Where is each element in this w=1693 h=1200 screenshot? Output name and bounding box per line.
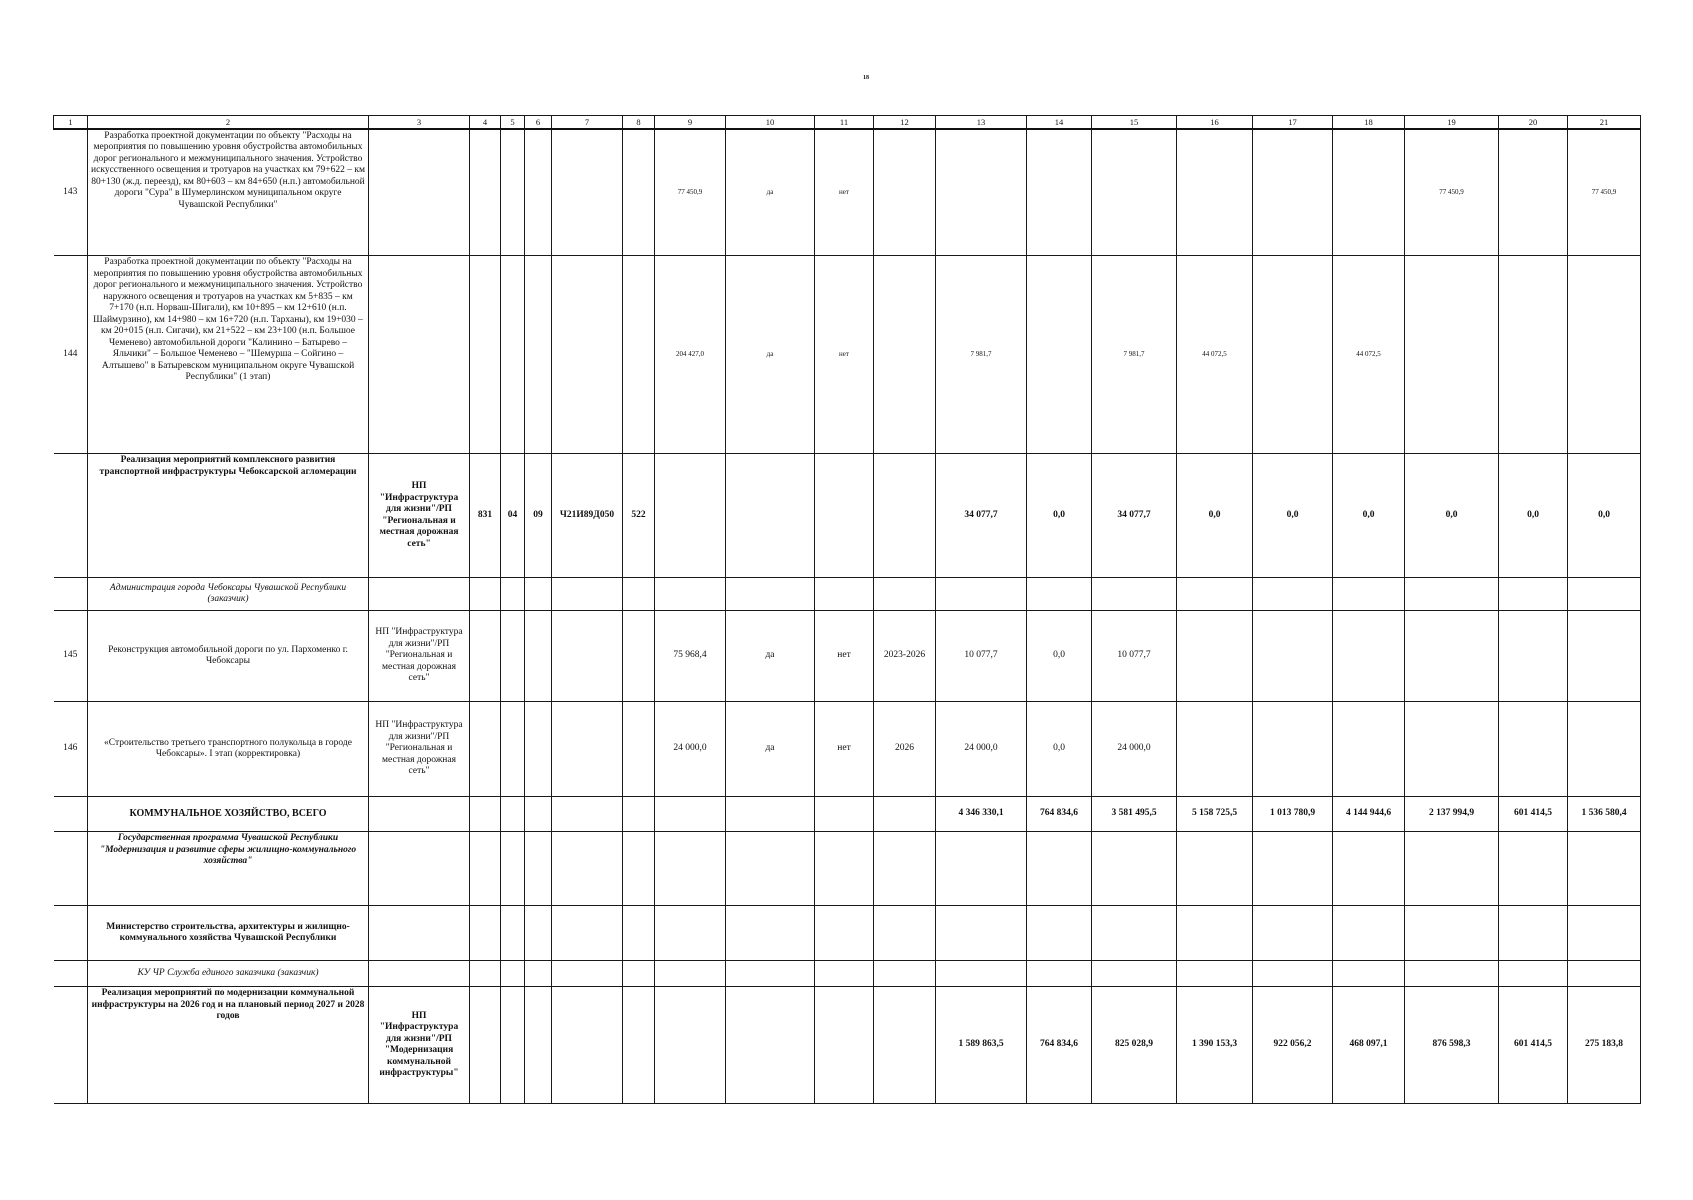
value-cell xyxy=(1253,256,1333,454)
table-row xyxy=(54,832,1641,906)
table-row xyxy=(54,702,1641,797)
project-cell xyxy=(369,906,470,961)
value-cell: 1 589 863,5 xyxy=(936,987,1027,1104)
value-cell xyxy=(726,906,815,961)
code-cell xyxy=(623,906,655,961)
value-cell xyxy=(1177,832,1253,906)
value-cell xyxy=(655,987,726,1104)
value-cell: 601 414,5 xyxy=(1499,797,1568,832)
value-cell: 0,0 xyxy=(1333,454,1405,578)
value-cell xyxy=(874,454,936,578)
column-header: 16 xyxy=(1177,116,1253,129)
column-header: 17 xyxy=(1253,116,1333,129)
project-cell xyxy=(369,961,470,987)
value-cell: 1 013 780,9 xyxy=(1253,797,1333,832)
value-cell xyxy=(874,256,936,454)
table-row xyxy=(54,797,1641,832)
code-cell xyxy=(552,987,623,1104)
value-cell: нет xyxy=(815,256,874,454)
project-cell: НП "Инфраструктура для жизни"/РП "Региональная и местная дорожная сеть" xyxy=(369,611,470,702)
value-cell xyxy=(815,987,874,1104)
value-cell: 4 144 944,6 xyxy=(1333,797,1405,832)
value-cell xyxy=(726,454,815,578)
table-row xyxy=(54,129,1641,256)
value-cell: 825 028,9 xyxy=(1092,987,1177,1104)
value-cell xyxy=(874,129,936,256)
value-cell xyxy=(1568,578,1641,611)
code-cell: 04 xyxy=(501,454,525,578)
value-cell xyxy=(1092,906,1177,961)
value-cell: 1 536 580,4 xyxy=(1568,797,1641,832)
value-cell: 204 427,0 xyxy=(655,256,726,454)
value-cell xyxy=(936,129,1027,256)
row-number-cell xyxy=(54,987,88,1104)
project-cell xyxy=(369,256,470,454)
value-cell: нет xyxy=(815,702,874,797)
value-cell xyxy=(874,961,936,987)
description-cell: Реализация мероприятий комплексного развития транспортной инфраструктуры Чебоксарской агломерации xyxy=(88,454,369,578)
description-cell: КОММУНАЛЬНОЕ ХОЗЯЙСТВО, ВСЕГО xyxy=(88,797,369,832)
code-cell xyxy=(501,611,525,702)
value-cell: 75 968,4 xyxy=(655,611,726,702)
value-cell xyxy=(936,906,1027,961)
code-cell xyxy=(623,702,655,797)
code-cell xyxy=(501,129,525,256)
code-cell xyxy=(525,906,552,961)
code-cell xyxy=(623,961,655,987)
value-cell: 1 390 153,3 xyxy=(1177,987,1253,1104)
column-header: 14 xyxy=(1027,116,1092,129)
value-cell xyxy=(874,906,936,961)
value-cell: 0,0 xyxy=(1568,454,1641,578)
code-cell xyxy=(525,611,552,702)
code-cell xyxy=(623,832,655,906)
value-cell xyxy=(1177,961,1253,987)
value-cell xyxy=(1253,702,1333,797)
description-cell: Министерство строительства, архитектуры и жилищно-коммунального хозяйства Чувашской Республики xyxy=(88,906,369,961)
project-cell xyxy=(369,578,470,611)
code-cell xyxy=(552,578,623,611)
value-cell: 44 072,5 xyxy=(1333,256,1405,454)
code-cell xyxy=(525,578,552,611)
code-cell xyxy=(525,832,552,906)
description-cell: «Строительство третьего транспортного полукольца в городе Чебоксары». I этап (корректировка) xyxy=(88,702,369,797)
column-header: 15 xyxy=(1092,116,1177,129)
code-cell xyxy=(470,702,501,797)
value-cell xyxy=(815,961,874,987)
value-cell xyxy=(655,797,726,832)
value-cell xyxy=(1177,906,1253,961)
value-cell xyxy=(726,832,815,906)
code-cell xyxy=(623,611,655,702)
value-cell xyxy=(726,797,815,832)
row-number-cell xyxy=(54,832,88,906)
code-cell xyxy=(470,129,501,256)
value-cell xyxy=(936,578,1027,611)
value-cell xyxy=(1253,611,1333,702)
value-cell: да xyxy=(726,129,815,256)
value-cell: 922 056,2 xyxy=(1253,987,1333,1104)
project-cell: НП "Инфраструктура для жизни"/РП "Модернизация коммунальной инфраструктуры" xyxy=(369,987,470,1104)
project-cell xyxy=(369,832,470,906)
value-cell xyxy=(1568,256,1641,454)
column-header: 12 xyxy=(874,116,936,129)
code-cell xyxy=(470,906,501,961)
value-cell: 764 834,6 xyxy=(1027,797,1092,832)
table-row xyxy=(54,256,1641,454)
code-cell xyxy=(552,611,623,702)
value-cell xyxy=(655,961,726,987)
value-cell xyxy=(1333,702,1405,797)
code-cell xyxy=(552,832,623,906)
value-cell xyxy=(1499,906,1568,961)
value-cell xyxy=(655,454,726,578)
code-cell xyxy=(552,906,623,961)
code-cell xyxy=(501,832,525,906)
value-cell: 34 077,7 xyxy=(936,454,1027,578)
budget-table xyxy=(53,115,1641,1104)
value-cell xyxy=(815,797,874,832)
value-cell xyxy=(1253,129,1333,256)
value-cell xyxy=(1499,256,1568,454)
column-header: 11 xyxy=(815,116,874,129)
value-cell: нет xyxy=(815,129,874,256)
value-cell: да xyxy=(726,611,815,702)
column-header: 1 xyxy=(54,116,88,129)
code-cell xyxy=(501,906,525,961)
value-cell: 0,0 xyxy=(1027,454,1092,578)
code-cell xyxy=(470,987,501,1104)
value-cell: 601 414,5 xyxy=(1499,987,1568,1104)
value-cell: да xyxy=(726,702,815,797)
value-cell: 0,0 xyxy=(1177,454,1253,578)
page-number: 18 xyxy=(863,75,869,81)
code-cell xyxy=(525,702,552,797)
value-cell: 0,0 xyxy=(1027,611,1092,702)
value-cell: 7 981,7 xyxy=(936,256,1027,454)
value-cell: 77 450,9 xyxy=(1568,129,1641,256)
code-cell xyxy=(552,702,623,797)
row-number-cell: 143 xyxy=(54,129,88,256)
value-cell xyxy=(1405,578,1499,611)
column-header: 2 xyxy=(88,116,369,129)
column-header: 5 xyxy=(501,116,525,129)
value-cell xyxy=(1253,961,1333,987)
row-number-cell: 145 xyxy=(54,611,88,702)
code-cell xyxy=(552,129,623,256)
value-cell xyxy=(1092,832,1177,906)
value-cell xyxy=(1405,702,1499,797)
table-row xyxy=(54,961,1641,987)
description-cell: Реализация мероприятий по модернизации коммунальной инфраструктуры на 2026 год и на плановый период 2027 и 2028 годов xyxy=(88,987,369,1104)
row-number-cell xyxy=(54,797,88,832)
column-header: 10 xyxy=(726,116,815,129)
value-cell xyxy=(815,906,874,961)
column-header: 19 xyxy=(1405,116,1499,129)
value-cell xyxy=(726,578,815,611)
column-number-row xyxy=(54,116,1641,129)
project-cell xyxy=(369,129,470,256)
value-cell xyxy=(1253,906,1333,961)
value-cell: да xyxy=(726,256,815,454)
column-header: 7 xyxy=(552,116,623,129)
value-cell: 34 077,7 xyxy=(1092,454,1177,578)
row-number-cell: 146 xyxy=(54,702,88,797)
project-cell: НП "Инфраструктура для жизни"/РП "Региональная и местная дорожная сеть" xyxy=(369,702,470,797)
value-cell xyxy=(874,987,936,1104)
code-cell xyxy=(623,129,655,256)
description-cell: Разработка проектной документации по объекту "Расходы на мероприятия по повышению уровня обустройства автомобильных дорог регионального и межмуниципального значения. Устройство искусственного освещения и тротуаров на участках км 79+622 – км 80+130 (ж.д. переезд), км 80+603 – км 84+650 (н.п.) автомобильной дороги "Сура" в Шумерлинском муниципальном округе Чувашской Республики" xyxy=(88,129,369,256)
value-cell xyxy=(1568,961,1641,987)
code-cell: 831 xyxy=(470,454,501,578)
value-cell xyxy=(1405,906,1499,961)
description-cell: Администрация города Чебоксары Чувашской Республики (заказчик) xyxy=(88,578,369,611)
table-row xyxy=(54,578,1641,611)
value-cell xyxy=(1499,702,1568,797)
value-cell xyxy=(1092,578,1177,611)
code-cell xyxy=(623,578,655,611)
row-number-cell xyxy=(54,906,88,961)
value-cell: 10 077,7 xyxy=(936,611,1027,702)
code-cell xyxy=(623,797,655,832)
value-cell xyxy=(1092,129,1177,256)
value-cell xyxy=(815,578,874,611)
table-row xyxy=(54,454,1641,578)
code-cell xyxy=(623,987,655,1104)
value-cell: 24 000,0 xyxy=(1092,702,1177,797)
value-cell xyxy=(1027,256,1092,454)
value-cell: 24 000,0 xyxy=(936,702,1027,797)
value-cell xyxy=(655,906,726,961)
code-cell xyxy=(501,961,525,987)
value-cell: 44 072,5 xyxy=(1177,256,1253,454)
code-cell xyxy=(501,797,525,832)
value-cell xyxy=(1027,832,1092,906)
table-row xyxy=(54,611,1641,702)
row-number-cell xyxy=(54,961,88,987)
value-cell xyxy=(874,797,936,832)
description-cell: Разработка проектной документации по объекту "Расходы на мероприятия по повышению уровня обустройства автомобильных дорог регионального и межмуниципального значения. Устройство наружного освещения и тротуаров на участках км 5+835 – км 7+170 (н.п. Норваш-Шигали), км 10+895 – км 12+610 (н.п. Шаймурзино), км 14+980 – км 16+720 (н.п. Тарханы), км 19+030 – км 20+015 (н.п. Сигачи), км 21+522 – км 23+100 (н.п. Большое Чеменево) автомобильной дороги "Калинино – Батырево – Яльчики" – Большое Чеменево – "Шемурша – Сойгино – Алтышево" в Батыревском муниципальном округе Чувашской Республики" (1 этап) xyxy=(88,256,369,454)
description-cell: Государственная программа Чувашской Республики "Модернизация и развитие сферы жилищно-коммунального хозяйства" xyxy=(88,832,369,906)
code-cell: Ч21И89Д050 xyxy=(552,454,623,578)
value-cell: 2 137 994,9 xyxy=(1405,797,1499,832)
value-cell: 3 581 495,5 xyxy=(1092,797,1177,832)
code-cell xyxy=(470,256,501,454)
value-cell xyxy=(815,454,874,578)
value-cell xyxy=(815,832,874,906)
value-cell xyxy=(655,832,726,906)
value-cell: 10 077,7 xyxy=(1092,611,1177,702)
value-cell xyxy=(1333,906,1405,961)
column-header: 9 xyxy=(655,116,726,129)
code-cell xyxy=(470,611,501,702)
value-cell xyxy=(1027,961,1092,987)
value-cell xyxy=(874,578,936,611)
value-cell xyxy=(726,961,815,987)
value-cell xyxy=(726,987,815,1104)
value-cell xyxy=(1499,578,1568,611)
value-cell: 77 450,9 xyxy=(1405,129,1499,256)
row-number-cell: 144 xyxy=(54,256,88,454)
code-cell xyxy=(525,129,552,256)
value-cell xyxy=(1405,611,1499,702)
column-header: 13 xyxy=(936,116,1027,129)
value-cell: 2023-2026 xyxy=(874,611,936,702)
code-cell xyxy=(552,961,623,987)
table-row xyxy=(54,987,1641,1104)
value-cell xyxy=(1499,129,1568,256)
value-cell: 764 834,6 xyxy=(1027,987,1092,1104)
value-cell xyxy=(1177,611,1253,702)
value-cell xyxy=(874,832,936,906)
value-cell xyxy=(1027,906,1092,961)
code-cell xyxy=(525,797,552,832)
code-cell xyxy=(552,797,623,832)
value-cell xyxy=(1333,832,1405,906)
column-header: 20 xyxy=(1499,116,1568,129)
value-cell xyxy=(1027,129,1092,256)
description-cell: КУ ЧР Служба единого заказчика (заказчик) xyxy=(88,961,369,987)
code-cell xyxy=(552,256,623,454)
value-cell xyxy=(1333,961,1405,987)
code-cell xyxy=(470,797,501,832)
table-row xyxy=(54,906,1641,961)
row-number-cell xyxy=(54,454,88,578)
value-cell: 0,0 xyxy=(1499,454,1568,578)
code-cell xyxy=(501,702,525,797)
value-cell xyxy=(1253,832,1333,906)
value-cell: нет xyxy=(815,611,874,702)
value-cell xyxy=(1499,832,1568,906)
value-cell xyxy=(1333,129,1405,256)
value-cell xyxy=(1333,611,1405,702)
value-cell: 0,0 xyxy=(1405,454,1499,578)
value-cell: 0,0 xyxy=(1027,702,1092,797)
value-cell: 4 346 330,1 xyxy=(936,797,1027,832)
value-cell: 876 598,3 xyxy=(1405,987,1499,1104)
code-cell xyxy=(525,256,552,454)
value-cell xyxy=(1499,961,1568,987)
column-header: 21 xyxy=(1568,116,1641,129)
code-cell xyxy=(501,256,525,454)
column-header: 3 xyxy=(369,116,470,129)
column-header: 4 xyxy=(470,116,501,129)
value-cell xyxy=(1177,702,1253,797)
value-cell: 2026 xyxy=(874,702,936,797)
value-cell xyxy=(1568,832,1641,906)
value-cell xyxy=(1253,578,1333,611)
value-cell: 0,0 xyxy=(1253,454,1333,578)
project-cell xyxy=(369,797,470,832)
value-cell xyxy=(1092,961,1177,987)
value-cell xyxy=(1405,832,1499,906)
code-cell: 09 xyxy=(525,454,552,578)
value-cell xyxy=(1405,961,1499,987)
value-cell xyxy=(1333,578,1405,611)
column-header: 8 xyxy=(623,116,655,129)
value-cell: 5 158 725,5 xyxy=(1177,797,1253,832)
code-cell xyxy=(470,832,501,906)
value-cell: 7 981,7 xyxy=(1092,256,1177,454)
value-cell xyxy=(1177,129,1253,256)
value-cell xyxy=(655,578,726,611)
column-header: 18 xyxy=(1333,116,1405,129)
row-number-cell xyxy=(54,578,88,611)
code-cell xyxy=(470,578,501,611)
value-cell xyxy=(1405,256,1499,454)
table-body xyxy=(54,129,1641,1104)
code-cell xyxy=(501,987,525,1104)
code-cell xyxy=(470,961,501,987)
value-cell: 24 000,0 xyxy=(655,702,726,797)
value-cell xyxy=(936,961,1027,987)
code-cell xyxy=(623,256,655,454)
value-cell xyxy=(1499,611,1568,702)
value-cell xyxy=(1568,611,1641,702)
project-cell: НП "Инфраструктура для жизни"/РП "Региональная и местная дорожная сеть" xyxy=(369,454,470,578)
value-cell: 77 450,9 xyxy=(655,129,726,256)
code-cell: 522 xyxy=(623,454,655,578)
description-cell: Реконструкция автомобильной дороги по ул. Пархоменко г. Чебоксары xyxy=(88,611,369,702)
value-cell xyxy=(1177,578,1253,611)
value-cell: 275 183,8 xyxy=(1568,987,1641,1104)
value-cell: 468 097,1 xyxy=(1333,987,1405,1104)
value-cell xyxy=(1568,702,1641,797)
code-cell xyxy=(501,578,525,611)
code-cell xyxy=(525,961,552,987)
value-cell xyxy=(1568,906,1641,961)
code-cell xyxy=(525,987,552,1104)
column-header: 6 xyxy=(525,116,552,129)
value-cell xyxy=(1027,578,1092,611)
value-cell xyxy=(936,832,1027,906)
